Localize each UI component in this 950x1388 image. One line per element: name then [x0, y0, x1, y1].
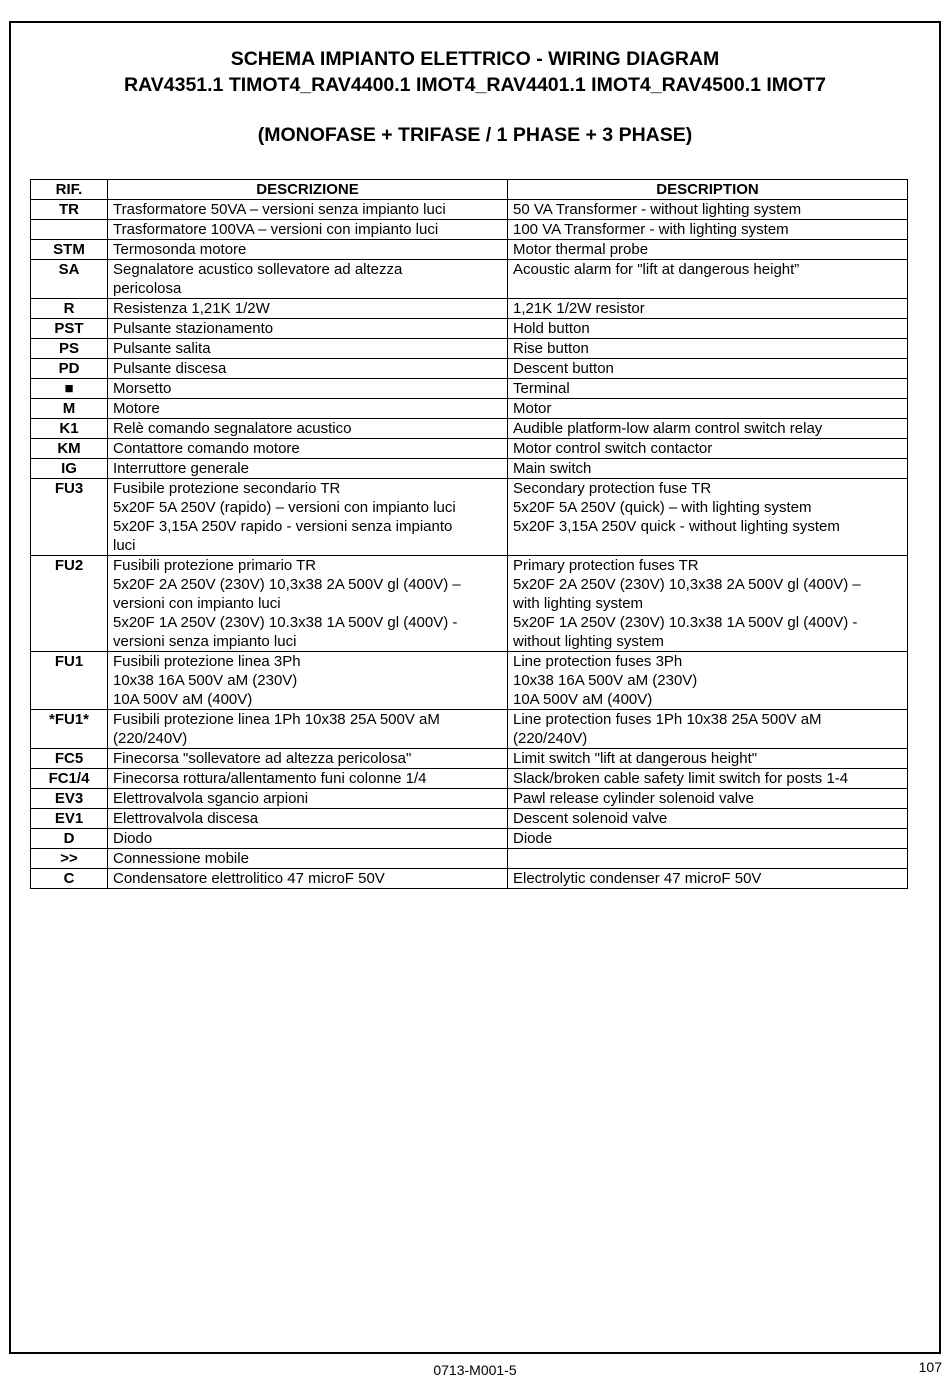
- table-row: [31, 260, 908, 299]
- italian-description-cell: Relè comando segnalatore acustico: [108, 419, 508, 439]
- english-description-cell: Line protection fuses 3Ph 10x38 16A 500V aM (230V) 10A 500V aM (400V): [508, 652, 908, 710]
- table-row: [31, 459, 908, 479]
- italian-description-cell: Fusibili protezione linea 1Ph 10x38 25A 500V aM (220/240V): [108, 710, 508, 749]
- ref-cell: EV1: [31, 809, 108, 829]
- english-description-cell: Motor thermal probe: [508, 240, 908, 260]
- english-description-cell: Descent solenoid valve: [508, 809, 908, 829]
- table-row: [31, 359, 908, 379]
- ref-cell: KM: [31, 439, 108, 459]
- model-list: RAV4351.1 TIMOT4_RAV4400.1 IMOT4_RAV4401.1 IMOT4_RAV4500.1 IMOT7: [124, 74, 826, 96]
- english-description-cell: 50 VA Transformer - without lighting system: [508, 200, 908, 220]
- italian-description-cell: Fusibili protezione linea 3Ph 10x38 16A 500V aM (230V) 10A 500V aM (400V): [108, 652, 508, 710]
- table-row: [31, 339, 908, 359]
- ref-cell: ■: [31, 379, 108, 399]
- ref-cell: FU1: [31, 652, 108, 710]
- ref-cell: SA: [31, 260, 108, 299]
- italian-description-cell: Diodo: [108, 829, 508, 849]
- english-description-cell: Line protection fuses 1Ph 10x38 25A 500V aM (220/240V): [508, 710, 908, 749]
- page-number: 107: [918, 1359, 942, 1375]
- ref-cell: D: [31, 829, 108, 849]
- italian-description-cell: Motore: [108, 399, 508, 419]
- table-row: [31, 240, 908, 260]
- table-row: [31, 439, 908, 459]
- table-row: [31, 749, 908, 769]
- english-description-cell: Audible platform-low alarm control switch relay: [508, 419, 908, 439]
- table-row: [31, 710, 908, 749]
- english-description-cell: Rise button: [508, 339, 908, 359]
- table-row: [31, 789, 908, 809]
- column-header-descrizione: DESCRIZIONE: [108, 180, 508, 200]
- table-row: [31, 769, 908, 789]
- column-header-description: DESCRIPTION: [508, 180, 908, 200]
- italian-description-cell: Finecorsa rottura/allentamento funi colonne 1/4: [108, 769, 508, 789]
- ref-cell: EV3: [31, 789, 108, 809]
- ref-cell: PS: [31, 339, 108, 359]
- italian-description-cell: Morsetto: [108, 379, 508, 399]
- table-row: [31, 379, 908, 399]
- english-description-cell: [508, 849, 908, 869]
- english-description-cell: Diode: [508, 829, 908, 849]
- italian-description-cell: Elettrovalvola sgancio arpioni: [108, 789, 508, 809]
- english-description-cell: Descent button: [508, 359, 908, 379]
- ref-cell: FC1/4: [31, 769, 108, 789]
- table-row: [31, 220, 908, 240]
- table-row: [31, 399, 908, 419]
- english-description-cell: Motor control switch contactor: [508, 439, 908, 459]
- english-description-cell: 1,21K 1/2W resistor: [508, 299, 908, 319]
- table-row: [31, 319, 908, 339]
- phase-subtitle: (MONOFASE + TRIFASE / 1 PHASE + 3 PHASE): [257, 124, 693, 146]
- table-row: [31, 869, 908, 889]
- english-description-cell: 100 VA Transformer - with lighting system: [508, 220, 908, 240]
- table-header-row: [31, 180, 908, 200]
- english-description-cell: Terminal: [508, 379, 908, 399]
- ref-cell: K1: [31, 419, 108, 439]
- ref-cell: STM: [31, 240, 108, 260]
- table-row: [31, 829, 908, 849]
- english-description-cell: Pawl release cylinder solenoid valve: [508, 789, 908, 809]
- english-description-cell: Electrolytic condenser 47 microF 50V: [508, 869, 908, 889]
- italian-description-cell: Pulsante salita: [108, 339, 508, 359]
- component-legend-table: [30, 179, 908, 889]
- table-row: [31, 809, 908, 829]
- ref-cell: PD: [31, 359, 108, 379]
- ref-cell: R: [31, 299, 108, 319]
- table-row: [31, 652, 908, 710]
- ref-cell: C: [31, 869, 108, 889]
- italian-description-cell: Finecorsa "sollevatore ad altezza pericolosa": [108, 749, 508, 769]
- italian-description-cell: Interruttore generale: [108, 459, 508, 479]
- ref-cell: FU3: [31, 479, 108, 556]
- english-description-cell: Acoustic alarm for "lift at dangerous height”: [508, 260, 908, 299]
- table-row: [31, 849, 908, 869]
- italian-description-cell: Contattore comando motore: [108, 439, 508, 459]
- english-description-cell: Slack/broken cable safety limit switch for posts 1-4: [508, 769, 908, 789]
- italian-description-cell: Segnalatore acustico sollevatore ad altezza pericolosa: [108, 260, 508, 299]
- table-row: [31, 419, 908, 439]
- ref-cell: FC5: [31, 749, 108, 769]
- ref-cell: *FU1*: [31, 710, 108, 749]
- english-description-cell: Primary protection fuses TR 5x20F 2A 250V (230V) 10,3x38 2A 500V gl (400V) – with lighting system 5x20F 1A 250V (230V) 10.3x38 1A 500V gl (400V) - without lighting system: [508, 556, 908, 652]
- ref-cell: TR: [31, 200, 108, 220]
- ref-cell: IG: [31, 459, 108, 479]
- column-header-ref: RIF.: [31, 180, 108, 200]
- english-description-cell: Main switch: [508, 459, 908, 479]
- table-body: [31, 200, 908, 889]
- table-row: [31, 200, 908, 220]
- italian-description-cell: Condensatore elettrolitico 47 microF 50V: [108, 869, 508, 889]
- italian-description-cell: Resistenza 1,21K 1/2W: [108, 299, 508, 319]
- english-description-cell: Hold button: [508, 319, 908, 339]
- italian-description-cell: Termosonda motore: [108, 240, 508, 260]
- table-row: [31, 299, 908, 319]
- ref-cell: M: [31, 399, 108, 419]
- italian-description-cell: Trasformatore 100VA – versioni con impianto luci: [108, 220, 508, 240]
- ref-cell: >>: [31, 849, 108, 869]
- italian-description-cell: Pulsante discesa: [108, 359, 508, 379]
- ref-cell: FU2: [31, 556, 108, 652]
- english-description-cell: Secondary protection fuse TR 5x20F 5A 250V (quick) – with lighting system 5x20F 3,15A 250V quick - without lighting system: [508, 479, 908, 556]
- italian-description-cell: Pulsante stazionamento: [108, 319, 508, 339]
- ref-cell: [31, 220, 108, 240]
- italian-description-cell: Fusibile protezione secondario TR 5x20F 5A 250V (rapido) – versioni con impianto luci 5x20F 3,15A 250V rapido - versioni senza impianto luci: [108, 479, 508, 556]
- english-description-cell: Limit switch "lift at dangerous height": [508, 749, 908, 769]
- italian-description-cell: Connessione mobile: [108, 849, 508, 869]
- italian-description-cell: Fusibili protezione primario TR 5x20F 2A 250V (230V) 10,3x38 2A 500V gl (400V) – versioni con impianto luci 5x20F 1A 250V (230V) 10.3x38 1A 500V gl (400V) - versioni senza impianto luci: [108, 556, 508, 652]
- table-row: [31, 479, 908, 556]
- document-title: SCHEMA IMPIANTO ELETTRICO - WIRING DIAGRAM: [230, 48, 720, 70]
- english-description-cell: Motor: [508, 399, 908, 419]
- ref-cell: PST: [31, 319, 108, 339]
- table-row: [31, 556, 908, 652]
- italian-description-cell: Elettrovalvola discesa: [108, 809, 508, 829]
- document-code: 0713-M001-5: [433, 1362, 517, 1378]
- italian-description-cell: Trasformatore 50VA – versioni senza impianto luci: [108, 200, 508, 220]
